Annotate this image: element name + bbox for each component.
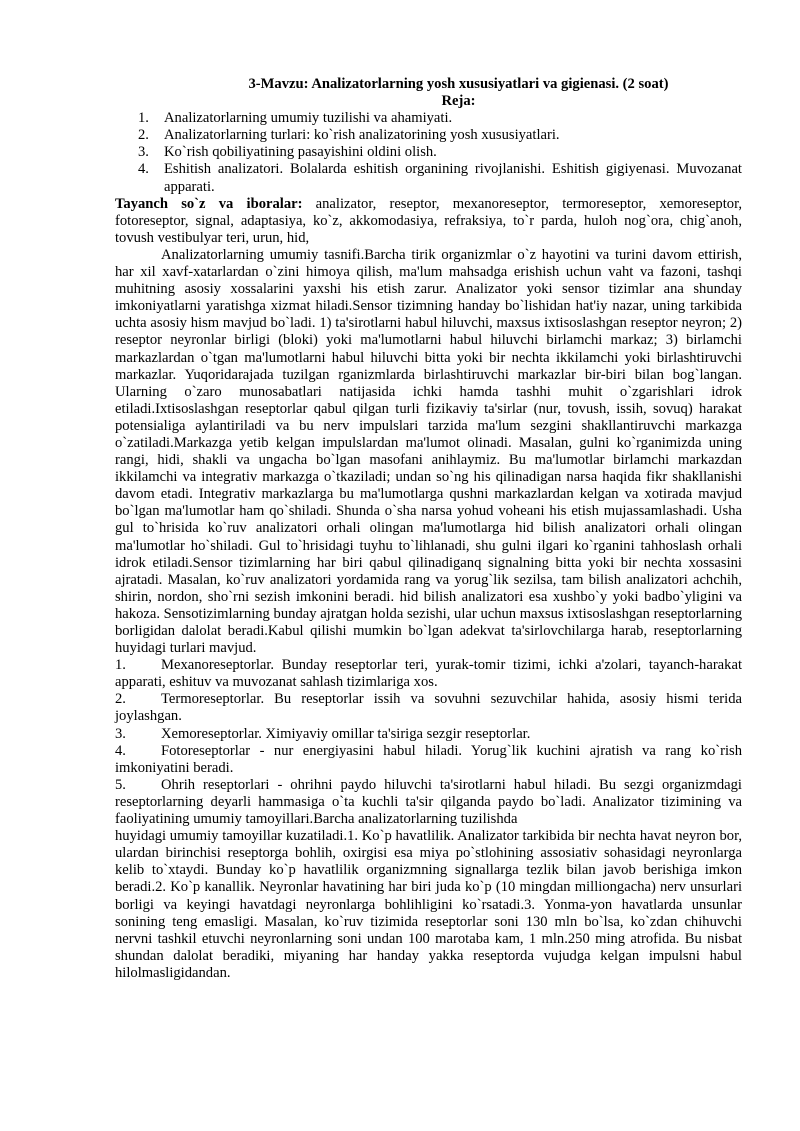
- body-paragraph: huyidagi umumiy tamoyillar kuzatiladi.1. Ko`p havatlilik. Analizator tarkibida bir nechta havat neyron bor, ulardan birinchisi reseptorga bohlih, oxirgisi esa miya po`stlohining assosiativ sohasidagi neyronlarga kelib to`xtaydi. Bunday ko`p havatlilik organizmning signallarga tezlik bilan javob berishiga imkon beradi.2. Ko`p kanallik. Neyronlar havatining har biri juda ko`p (10 mingdan milliongacha) nerv unsurlari borligi va keyingi havatdagi neyronlarga bohlihligini ko`rsatadi.3. Yonma-yon havatlarda unsunlar sonining teng emasligi. Masalan, ko`ruv tizimida reseptorlar soni 130 mln bo`lsa, ko`zdan chihuvchi nervni tashkil etuvchi neyronlarning soni undan 100 marotaba kam, 1 mln.250 ming atrofida. Bu nisbat shundan dalolat beradiki, miyaning har handay yakka reseptorda vujudga kelgan impulsni habul hilolmasligidandan.: [115, 828, 742, 981]
- plan-item: 4. Eshitish analizatori. Bolalarda eshitish organining rivojlanishi. Eshitish gigiyenasi. Muvozanat apparati.: [138, 161, 742, 195]
- keywords-paragraph: [115, 196, 742, 247]
- receptor-item: 5. Ohrih reseptorlari - ohrihni paydo hiluvchi ta'sirotlarni habul hiladi. Bu sezgi organizmdagi reseptorlarning deyarli hammasiga o`ta kuchli ta'sir qilganda paydo bo`ladi. Analizator tizimining va faoliyatining umumiy tamoyillari.Barcha analizatorlarning tuzilishda: [115, 776, 742, 828]
- body-paragraph: Analizatorlarning umumiy tasnifi.Barcha tirik organizmlar o`z hayotini va turini davom ettirish, har xil xavf-xatarlardan o`zini himoya qilish, ma'lum mahsadga erishish uchun vaht va fazoni, tashqi muhitning asosiy xossalarini yaxshi his etish zarur. Analizator yoki sensor tizimlar ana shunday imkoniyatlarni yaratishga xizmat hiladi.Sensor tizimning handay bo`lishidan hat'iy nazar, uning tarkibida uchta asosiy hism mavjud bo`ladi. 1) ta'sirotlarni habul hiluvchi, maxsus ixtisoslashgan reseptor neyron; 2) reseptor neyronlar birligi (bloki) yoki ma'lumotlarni habul hiluvchi birlamchi markaz; 3) birlamchi markazlardan o`tgan ma'lumotlarni habul hiluvchi bitta yoki bir nechta ikkilamchi yoki birlashtiruvchi markazlar. Yuqoridarajada tuzilgan rganizmlarda birlashtiruvchi markazlar bir-biri bilan bog`langan. Ularning o`zaro munosabatlari natijasida ichki hamda tashhi muhit o`zgarishlari idrok etiladi.Ixtisoslashgan reseptorlar qabul qilgan turli fizikaviy ta'sirlar (nur, tovush, issih, sovuq) harakat potensialiga aylantiriladi va bu nerv impulslari tarzida ma'lum sezgini shakllantiruvchi markazga o`zatiladi.Markazga yetib kelgan impulslardan ma'lumot olinadi. Masalan, gulni ko`rganimizda uning rangi, hidi, shakli va ungacha bo`lgan masofani anihlaymiz. Bu ma'lumotlar birlamchi markazdan ikkilamchi va integrativ markazga o`tkaziladi; undan so`ng his qilinadigan narsa haqida fikr shakllanishi davom etadi. Integrativ markazlarga bu ma'lumotlarga qushni markazlardan kelgan va xotirada mavjud bo`lgan ma'lumotlar ham qo`shiladi. Shunda o`sha narsa yohud voheani his etish mujassamlashadi. Usha gul to`hrisida ko`ruv analizatori orhali olingan ma'lumotlarga hid bilish analizatori orhali olingan ma'lumotlar ho`shiladi. Gul to`hrisidagi tuyhu to`lihlanadi, shu gulni ilgari ko`rganini tahhoslash orhali idrok etiladi.Sensor tizimlarning har biri qabul qilinadiganq signalning bitta yoki bir nechta xossasini ajratadi. Masalan, ko`ruv analizatori yordamida rang va yorug`lik sezilsa, tam bilish analizatori achchih, shirin, nordon, sho`rni sezish imkonini beradi. hid bilish analizatori esa xushbo`y yoki badbo`yligini va hakoza. Sensotizimlarning bunday ajratgan holda sezishi, ular uchun maxsus ixtisoslashgan reseptorlarning borligidan dalolat beradi.Kabul qilishi mumkin bo`lgan adekvat ta'sirlovchilarga harab, reseptorlarning huyidagi turlari mavjud.: [115, 246, 742, 657]
- receptor-item: 1. Mexanoreseptorlar. Bunday reseptorlar teri, yurak-tomir tizimi, ichki a'zolari, tayanch-harakat apparati, eshituv va muvozanat sahlash tizimlariga xos.: [115, 657, 742, 691]
- page-title: 3-Mavzu: Analizatorlarning yosh xususiyatlari va gigienasi. (2 soat): [248, 76, 669, 92]
- plan-list: [115, 110, 742, 195]
- receptor-item: 2. Termoreseptorlar. Bu reseptorlar issih va sovuhni sezuvchilar hahida, asosiy hismi terida joylashgan.: [115, 691, 742, 725]
- receptor-item: 3. Xemoreseptorlar. Ximiyaviy omillar ta'siriga sezgir reseptorlar.: [115, 725, 531, 742]
- plan-item: 2. Analizatorlarning turlari: ko`rish analizatorining yosh xususiyatlari.: [138, 127, 560, 144]
- keywords-label: Tayanch so`z va iboralar:: [115, 195, 303, 212]
- receptor-item: 4. Fotoreseptorlar - nur energiyasini habul hiladi. Yorug`lik kuchini ajratish va rang ko`rish imkoniyatini beradi.: [115, 742, 742, 776]
- document-page: [115, 76, 742, 982]
- plan-item: 1. Analizatorlarning umumiy tuzilishi va ahamiyati.: [138, 110, 453, 127]
- keywords-text: analizator, reseptor, mexanoreseptor, termoreseptor, xemoreseptor, fotoreseptor, signal, adaptasiya, ko`z, akkomodasiya, refraksiya, to`r parda, huloh nog`ora, chig`anoh, tovush vestibulyar teri, urun, hid,: [115, 195, 742, 246]
- plan-item: 3. Ko`rish qobiliyatining pasayishini oldini olish.: [138, 144, 437, 161]
- plan-heading: Reja:: [441, 93, 476, 110]
